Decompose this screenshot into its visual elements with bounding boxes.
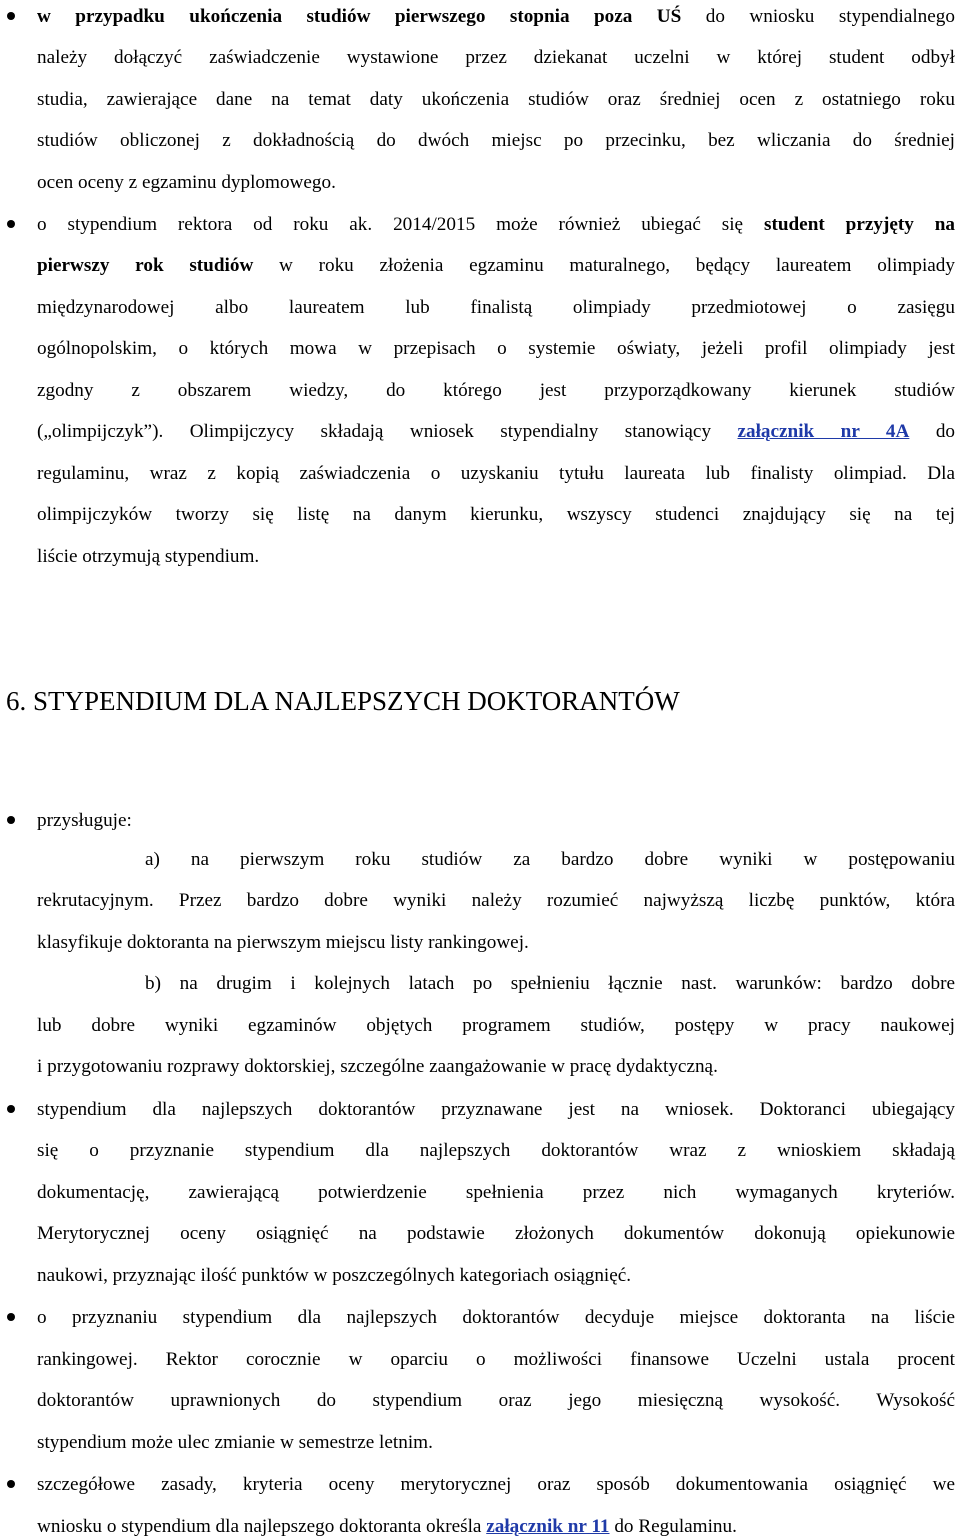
paragraph-line: ogólnopolskim, o których mowa w przepisach o systemie oświaty, jeżeli profil olimpiady jest: [37, 338, 955, 359]
paragraph-line: przysługuje:: [37, 810, 132, 831]
paragraph-line: studiów obliczonej z dokładnością do dwóch miejsc po przecinku, bez wliczania do średniej: [37, 130, 955, 151]
attachment-4a-link[interactable]: załącznik nr 4A: [737, 421, 910, 442]
paragraph-line: i przygotowaniu rozprawy doktorskiej, szczególne zaangażowanie w pracę dydaktyczną.: [37, 1056, 718, 1077]
paragraph-line: rankingowej. Rektor corocznie w oparciu o możliwości finansowe Uczelni ustala procent: [37, 1349, 955, 1370]
bullet-icon: [7, 816, 15, 824]
paragraph-line: stypendium może ulec zmianie w semestrze letnim.: [37, 1432, 433, 1453]
paragraph-line: Merytorycznej oceny osiągnięć na podstawie złożonych dokumentów dokonują opiekunowie: [37, 1223, 955, 1244]
paragraph-line: stypendium dla najlepszych doktorantów przyznawane jest na wniosek. Doktoranci ubiegający: [37, 1099, 955, 1120]
paragraph-line: o stypendium rektora od roku ak. 2014/2015 może również ubiegać się student przyjęty na: [37, 214, 956, 235]
paragraph-line: wniosku o stypendium dla najlepszego doktoranta określa załącznik nr 11 do Regulaminu.: [37, 1516, 737, 1537]
paragraph-line: w przypadku ukończenia studiów pierwszego stopnia poza UŚ do wniosku stypendialnego: [37, 6, 955, 27]
paragraph-line: lub dobre wyniki egzaminów objętych programem studiów, postępy w pracy naukowej: [37, 1015, 955, 1036]
paragraph-line: się o przyznanie stypendium dla najlepszych doktorantów wraz z wnioskiem składają: [37, 1140, 955, 1161]
bullet-icon: [7, 220, 15, 228]
paragraph-line: b) na drugim i kolejnych latach po spełnieniu łącznie nast. warunków: bardzo dobre: [145, 973, 955, 994]
paragraph-line: ocen oceny z egzaminu dyplomowego.: [37, 172, 336, 193]
paragraph-line: o przyznaniu stypendium dla najlepszych doktorantów decyduje miejsce doktoranta na liście: [37, 1307, 955, 1328]
bullet-icon: [7, 12, 15, 20]
paragraph-line: międzynarodowej albo laureatem lub finalistą olimpiady przedmiotowej o zasięgu: [37, 297, 955, 318]
bullet-icon: [7, 1480, 15, 1488]
paragraph-line: („olimpijczyk”). Olimpijczycy składają wniosek stypendialny stanowiący załącznik nr 4A do: [37, 421, 956, 442]
bullet-icon: [7, 1313, 15, 1321]
paragraph-line: regulaminu, wraz z kopią zaświadczenia o uzyskaniu tytułu laureata lub finalisty olimpiad. Dla: [37, 463, 955, 484]
paragraph-line: doktorantów uprawnionych do stypendium oraz jego miesięczną wysokość. Wysokość: [37, 1390, 955, 1411]
paragraph-line: zgodny z obszarem wiedzy, do którego jest przyporządkowany kierunek studiów: [37, 380, 955, 401]
bullet-icon: [7, 1105, 15, 1113]
paragraph-line: olimpijczyków tworzy się listę na danym kierunku, wszyscy studenci znajdujący się na tej: [37, 504, 955, 525]
section-heading: 6. STYPENDIUM DLA NAJLEPSZYCH DOKTORANTÓW: [6, 686, 680, 716]
attachment-11-link[interactable]: załącznik nr 11: [486, 1516, 610, 1537]
paragraph-line: pierwszy rok studiów w roku złożenia egzaminu maturalnego, będący laureatem olimpiady: [37, 255, 955, 276]
paragraph-line: naukowi, przyznając ilość punktów w poszczególnych kategoriach osiągnięć.: [37, 1265, 632, 1286]
paragraph-line: rekrutacyjnym. Przez bardzo dobre wyniki należy rozumieć najwyższą liczbę punktów, która: [37, 890, 955, 911]
paragraph-line: należy dołączyć zaświadczenie wystawione przez dziekanat uczelni w której student odbył: [37, 47, 955, 68]
paragraph-line: szczegółowe zasady, kryteria oceny merytorycznej oraz sposób dokumentowania osiągnięć we: [37, 1474, 955, 1495]
paragraph-line: a) na pierwszym roku studiów za bardzo dobre wyniki w postępowaniu: [145, 849, 955, 870]
paragraph-line: klasyfikuje doktoranta na pierwszym miejscu listy rankingowej.: [37, 932, 529, 953]
paragraph-line: dokumentację, zawierającą potwierdzenie spełnienia przez nich wymaganych kryteriów.: [37, 1182, 955, 1203]
paragraph-line: studia, zawierające dane na temat daty ukończenia studiów oraz średniej ocen z ostatniego roku: [37, 89, 955, 110]
paragraph-line: liście otrzymują stypendium.: [37, 546, 260, 567]
